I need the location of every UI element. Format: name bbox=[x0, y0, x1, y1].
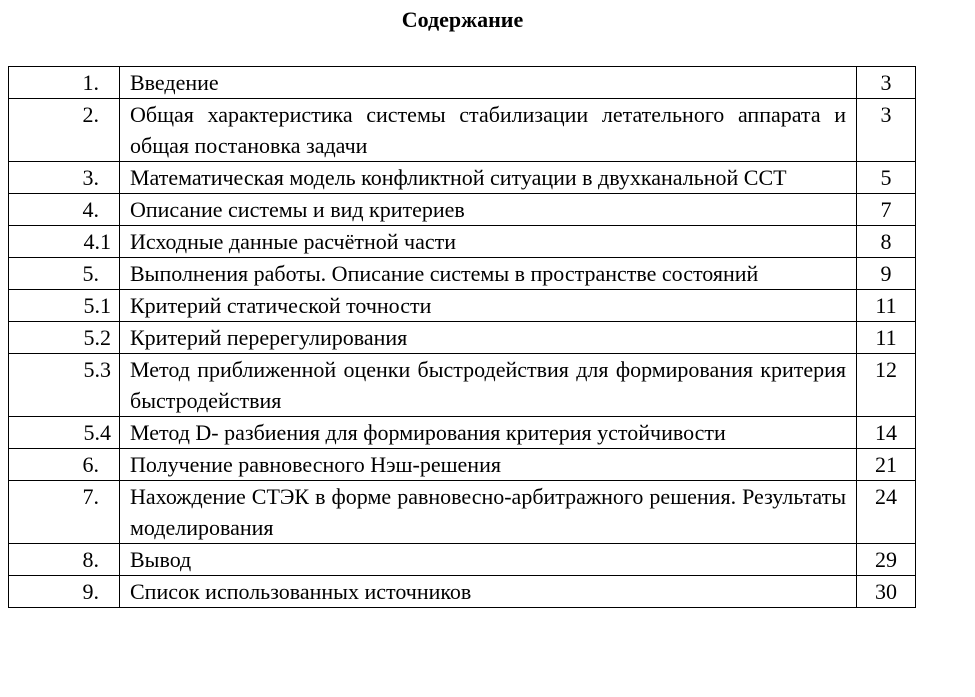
toc-page-number: 5 bbox=[857, 162, 916, 194]
toc-row bbox=[9, 194, 916, 226]
toc-number: 5.4 bbox=[9, 417, 120, 449]
toc-body bbox=[9, 67, 916, 608]
toc-page-number: 8 bbox=[857, 226, 916, 258]
toc-title: Метод D- разбиения для формирования критерия устойчивости bbox=[120, 417, 857, 449]
toc-number: 1. bbox=[9, 67, 120, 99]
toc-number: 9. bbox=[9, 576, 120, 608]
table-of-contents bbox=[8, 66, 916, 608]
toc-number: 5.3 bbox=[9, 354, 120, 417]
toc-row bbox=[9, 354, 916, 417]
toc-number: 8. bbox=[9, 544, 120, 576]
toc-row bbox=[9, 417, 916, 449]
toc-number: 5.2 bbox=[9, 322, 120, 354]
toc-title: Список использованных источников bbox=[120, 576, 857, 608]
toc-page-number: 11 bbox=[857, 290, 916, 322]
toc-number: 2. bbox=[9, 99, 120, 162]
toc-row bbox=[9, 162, 916, 194]
toc-row bbox=[9, 99, 916, 162]
toc-number: 5. bbox=[9, 258, 120, 290]
toc-page-number: 9 bbox=[857, 258, 916, 290]
toc-page-number: 7 bbox=[857, 194, 916, 226]
toc-title: Получение равновесного Нэш-решения bbox=[120, 449, 857, 481]
toc-row bbox=[9, 258, 916, 290]
toc-title: Метод приближенной оценки быстродействия для формирования критерия быстродействия bbox=[120, 354, 857, 417]
toc-page-number: 11 bbox=[857, 322, 916, 354]
toc-title: Введение bbox=[120, 67, 857, 99]
toc-row bbox=[9, 226, 916, 258]
toc-number: 4.1 bbox=[9, 226, 120, 258]
toc-number: 5.1 bbox=[9, 290, 120, 322]
toc-row bbox=[9, 322, 916, 354]
toc-number: 4. bbox=[9, 194, 120, 226]
toc-page-number: 24 bbox=[857, 481, 916, 544]
toc-page-number: 3 bbox=[857, 67, 916, 99]
toc-title: Критерий перерегулирования bbox=[120, 322, 857, 354]
toc-row bbox=[9, 576, 916, 608]
toc-number: 3. bbox=[9, 162, 120, 194]
toc-title: Исходные данные расчётной части bbox=[120, 226, 857, 258]
toc-row bbox=[9, 67, 916, 99]
toc-row bbox=[9, 449, 916, 481]
toc-number: 7. bbox=[9, 481, 120, 544]
toc-title: Нахождение СТЭК в форме равновесно-арбитражного решения. Результаты моделирования bbox=[120, 481, 857, 544]
toc-page-number: 3 bbox=[857, 99, 916, 162]
page-title: Содержание bbox=[401, 7, 524, 32]
toc-number: 6. bbox=[9, 449, 120, 481]
toc-page-number: 30 bbox=[857, 576, 916, 608]
toc-title: Общая характеристика системы стабилизации летательного аппарата и общая постановка задачи bbox=[120, 99, 857, 162]
toc-page-number: 29 bbox=[857, 544, 916, 576]
toc-page-number: 12 bbox=[857, 354, 916, 417]
toc-title: Вывод bbox=[120, 544, 857, 576]
toc-row bbox=[9, 481, 916, 544]
toc-page-number: 14 bbox=[857, 417, 916, 449]
toc-title: Математическая модель конфликтной ситуации в двухканальной ССТ bbox=[120, 162, 857, 194]
toc-title: Описание системы и вид критериев bbox=[120, 194, 857, 226]
toc-page-number: 21 bbox=[857, 449, 916, 481]
toc-row bbox=[9, 544, 916, 576]
toc-row bbox=[9, 290, 916, 322]
toc-title: Критерий статической точности bbox=[120, 290, 857, 322]
toc-title: Выполнения работы. Описание системы в пространстве состояний bbox=[120, 258, 857, 290]
